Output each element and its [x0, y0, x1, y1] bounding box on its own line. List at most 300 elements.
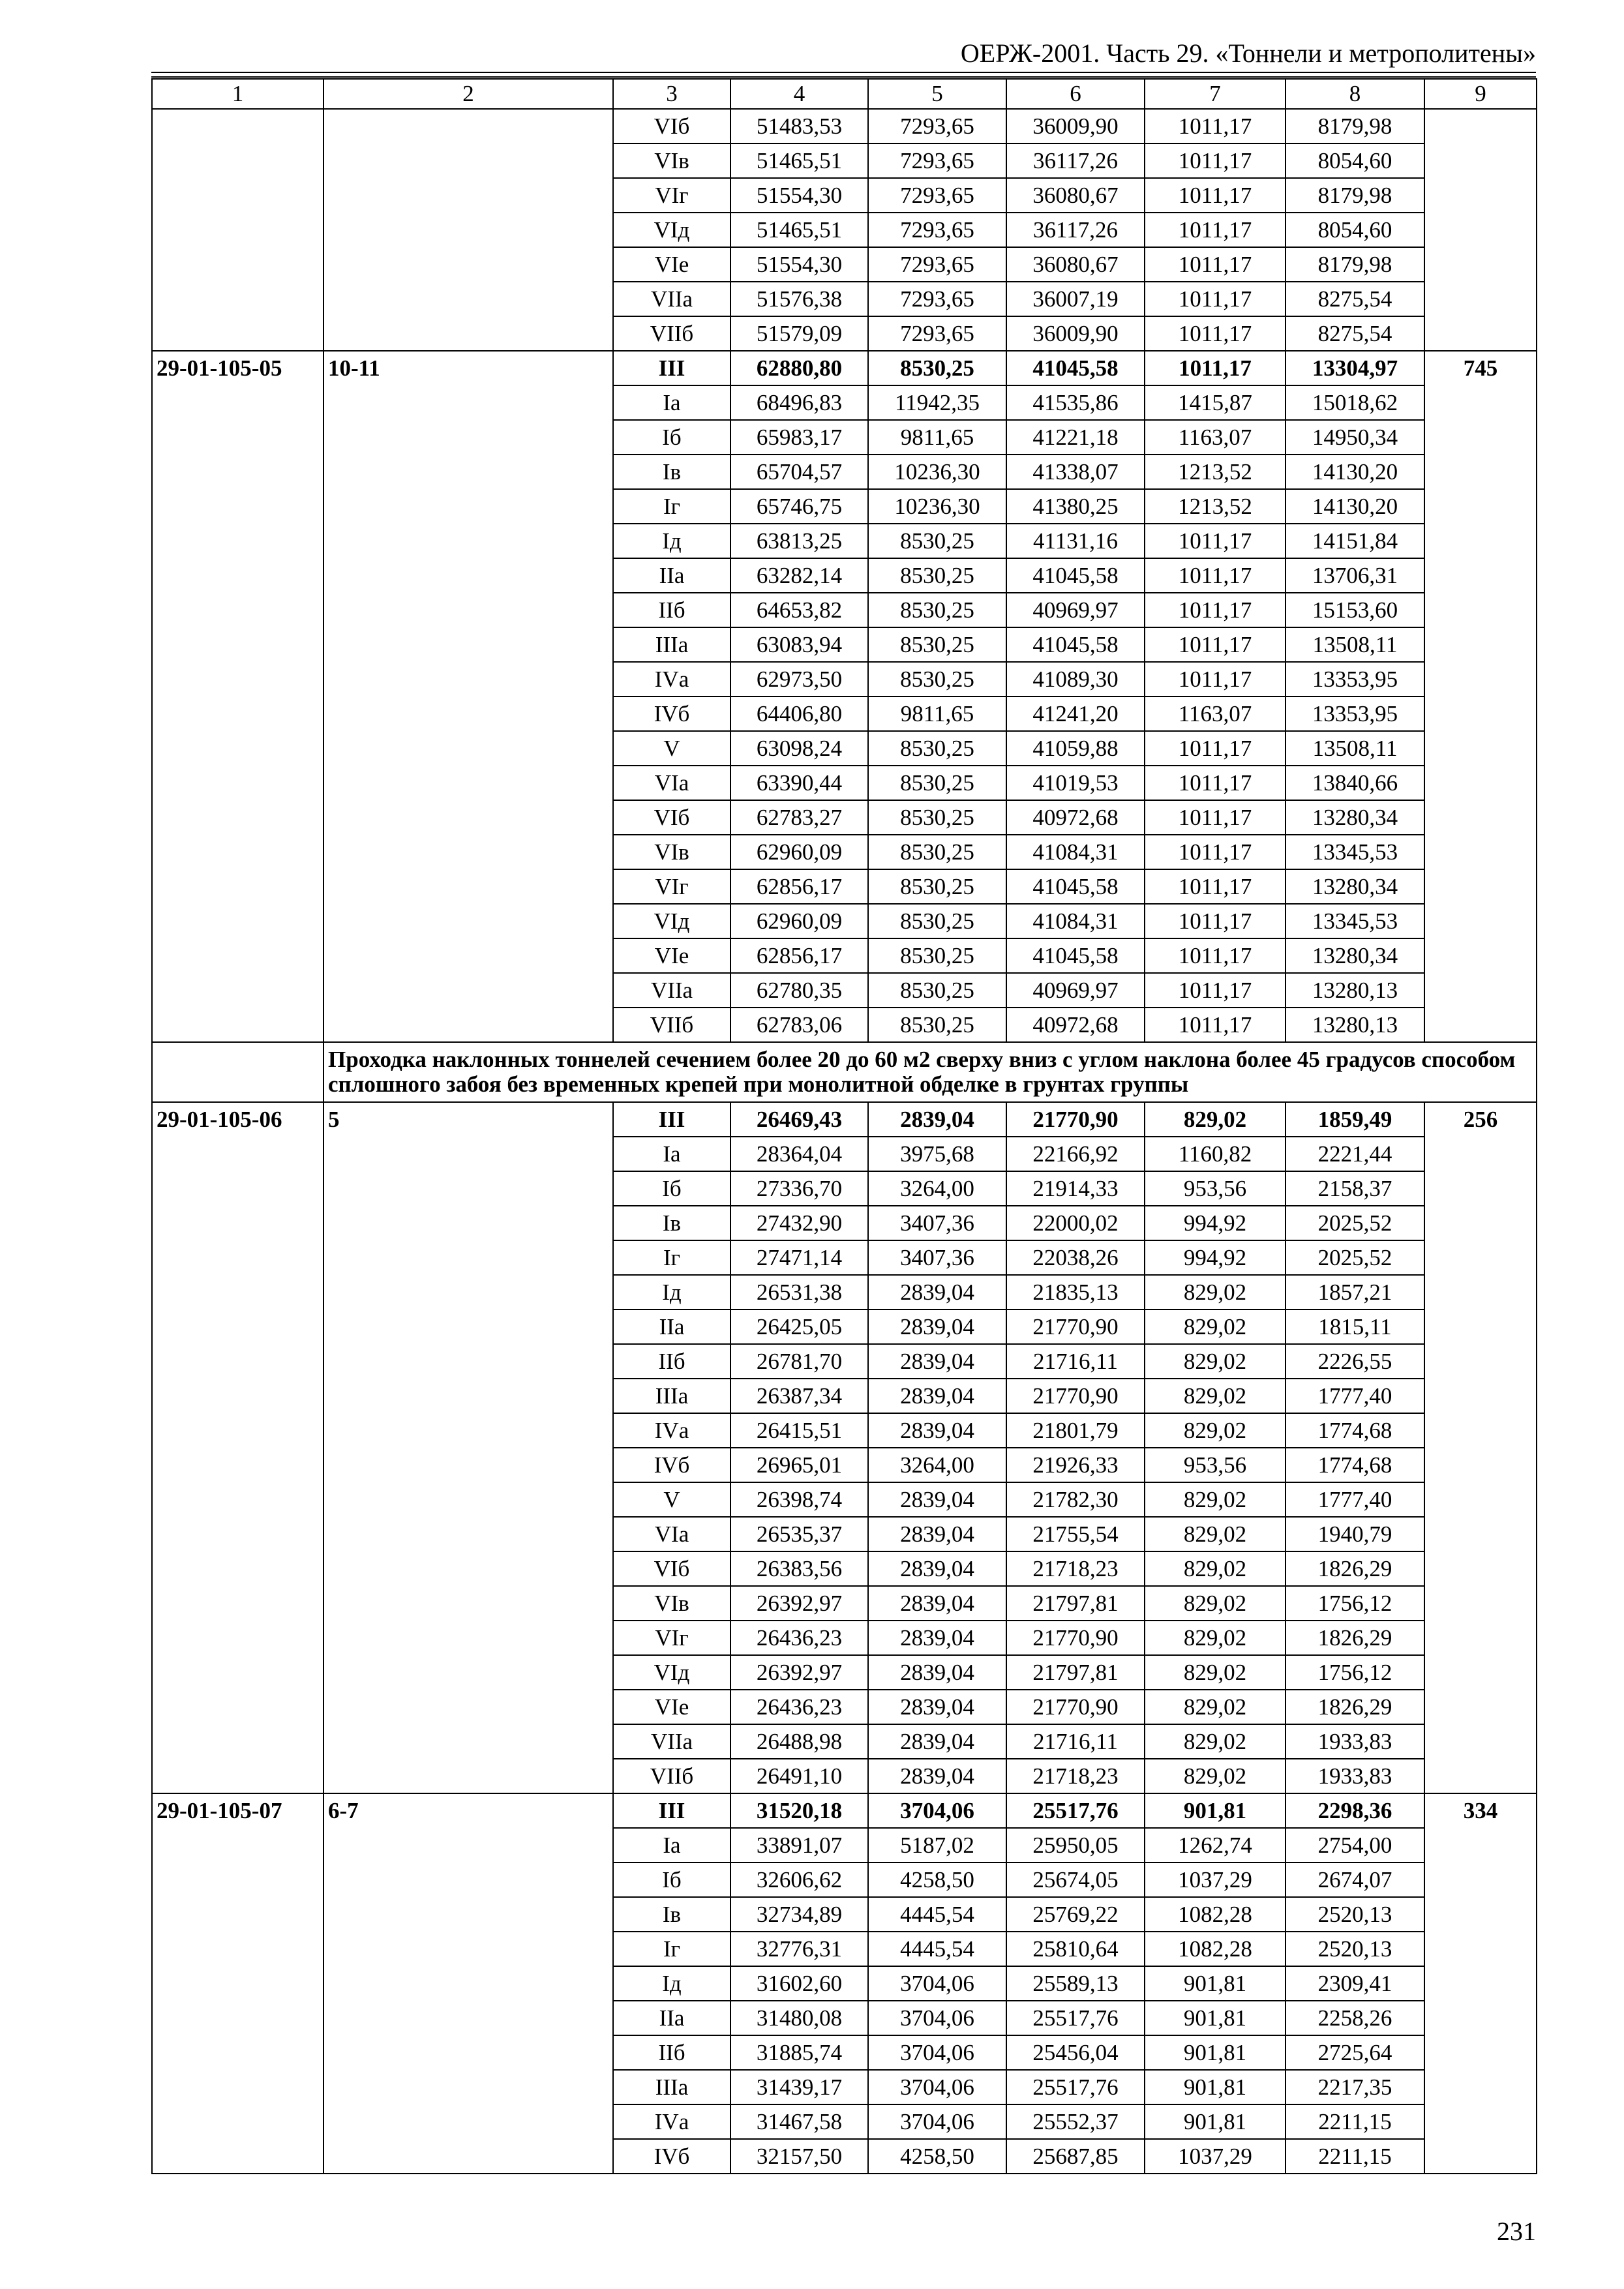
value-cell: 1815,11 — [1286, 1309, 1424, 1344]
value-cell: 901,81 — [1145, 1966, 1286, 2001]
value-cell: 7293,65 — [868, 143, 1006, 178]
value-cell: 27336,70 — [730, 1171, 868, 1206]
soil-group: Iг — [613, 1240, 730, 1275]
header-rule — [151, 72, 1536, 73]
value-cell: 2298,36 — [1286, 1793, 1424, 1828]
value-cell: 14130,20 — [1286, 489, 1424, 524]
value-cell: 7293,65 — [868, 282, 1006, 316]
value-cell: 1163,07 — [1145, 420, 1286, 455]
value-cell: 26781,70 — [730, 1344, 868, 1379]
table-row — [152, 1102, 1537, 1137]
value-cell: 21770,90 — [1006, 1102, 1145, 1137]
value-cell: 21770,90 — [1006, 1690, 1145, 1724]
value-cell: 1011,17 — [1145, 109, 1286, 143]
total-cell: 334 — [1424, 1793, 1537, 2174]
column-number: 4 — [730, 79, 868, 109]
value-cell: 1037,29 — [1145, 1863, 1286, 1897]
value-cell: 829,02 — [1145, 1621, 1286, 1655]
section-spacer — [152, 1042, 323, 1102]
value-cell: 21770,90 — [1006, 1379, 1145, 1413]
value-cell: 64406,80 — [730, 696, 868, 731]
soil-group: VIб — [613, 109, 730, 143]
column-number: 7 — [1145, 79, 1286, 109]
value-cell: 63282,14 — [730, 558, 868, 593]
value-cell: 1933,83 — [1286, 1724, 1424, 1759]
soil-group: IIIа — [613, 1379, 730, 1413]
soil-group: VIIб — [613, 1759, 730, 1793]
value-cell: 26415,51 — [730, 1413, 868, 1448]
value-cell: 901,81 — [1145, 2001, 1286, 2035]
value-cell: 26531,38 — [730, 1275, 868, 1309]
value-cell: 2217,35 — [1286, 2070, 1424, 2104]
value-cell: 2221,44 — [1286, 1137, 1424, 1171]
value-cell: 13280,13 — [1286, 1008, 1424, 1042]
value-cell: 40972,68 — [1006, 800, 1145, 835]
value-cell: 829,02 — [1145, 1102, 1286, 1137]
value-cell: 1213,52 — [1145, 489, 1286, 524]
value-cell: 994,92 — [1145, 1240, 1286, 1275]
value-cell: 2309,41 — [1286, 1966, 1424, 2001]
value-cell: 2674,07 — [1286, 1863, 1424, 1897]
value-cell: 1011,17 — [1145, 524, 1286, 558]
value-cell: 13353,95 — [1286, 662, 1424, 696]
soil-group: VIIб — [613, 316, 730, 351]
value-cell: 15018,62 — [1286, 385, 1424, 420]
value-cell: 7293,65 — [868, 247, 1006, 282]
value-cell: 829,02 — [1145, 1344, 1286, 1379]
value-cell: 13304,97 — [1286, 351, 1424, 385]
value-cell: 41045,58 — [1006, 627, 1145, 662]
value-cell: 8530,25 — [868, 835, 1006, 869]
value-cell: 41059,88 — [1006, 731, 1145, 766]
value-cell: 62973,50 — [730, 662, 868, 696]
value-cell: 8275,54 — [1286, 316, 1424, 351]
soil-group: Iа — [613, 1137, 730, 1171]
value-cell: 5187,02 — [868, 1828, 1006, 1863]
value-cell: 41045,58 — [1006, 558, 1145, 593]
value-cell: 1857,21 — [1286, 1275, 1424, 1309]
value-cell: 829,02 — [1145, 1309, 1286, 1344]
column-number: 6 — [1006, 79, 1145, 109]
value-cell: 2839,04 — [868, 1413, 1006, 1448]
value-cell: 1160,82 — [1145, 1137, 1286, 1171]
soil-group: Iа — [613, 385, 730, 420]
value-cell: 3704,06 — [868, 2104, 1006, 2139]
value-cell: 25517,76 — [1006, 1793, 1145, 1828]
value-cell: 9811,65 — [868, 696, 1006, 731]
value-cell: 13508,11 — [1286, 731, 1424, 766]
value-cell: 2839,04 — [868, 1379, 1006, 1413]
value-cell: 25456,04 — [1006, 2035, 1145, 2070]
rate-code: 29-01-105-07 — [152, 1793, 323, 2174]
value-cell: 3264,00 — [868, 1448, 1006, 1482]
value-cell: 1415,87 — [1145, 385, 1286, 420]
value-cell: 65746,75 — [730, 489, 868, 524]
column-number: 8 — [1286, 79, 1424, 109]
value-cell: 31885,74 — [730, 2035, 868, 2070]
value-cell: 36117,26 — [1006, 143, 1145, 178]
value-cell: 8530,25 — [868, 800, 1006, 835]
value-cell: 22038,26 — [1006, 1240, 1145, 1275]
value-cell: 41045,58 — [1006, 351, 1145, 385]
value-cell: 21797,81 — [1006, 1586, 1145, 1621]
header-rule-2 — [151, 76, 1536, 78]
value-cell: 32606,62 — [730, 1863, 868, 1897]
value-cell: 25552,37 — [1006, 2104, 1145, 2139]
table-row — [152, 351, 1537, 385]
value-cell: 8054,60 — [1286, 213, 1424, 247]
value-cell: 2725,64 — [1286, 2035, 1424, 2070]
value-cell: 36080,67 — [1006, 247, 1145, 282]
value-cell: 25950,05 — [1006, 1828, 1145, 1863]
value-cell: 829,02 — [1145, 1413, 1286, 1448]
value-cell: 829,02 — [1145, 1379, 1286, 1413]
value-cell: 32776,31 — [730, 1932, 868, 1966]
soil-group: VIб — [613, 800, 730, 835]
value-cell: 25674,05 — [1006, 1863, 1145, 1897]
value-cell: 62783,06 — [730, 1008, 868, 1042]
value-cell: 25810,64 — [1006, 1932, 1145, 1966]
value-cell: 1011,17 — [1145, 627, 1286, 662]
value-cell: 1011,17 — [1145, 835, 1286, 869]
table-row — [152, 109, 1537, 143]
value-cell: 15153,60 — [1286, 593, 1424, 627]
value-cell: 13508,11 — [1286, 627, 1424, 662]
value-cell: 51465,51 — [730, 143, 868, 178]
value-cell: 10236,30 — [868, 455, 1006, 489]
value-cell: 62856,17 — [730, 869, 868, 904]
value-cell: 8530,25 — [868, 973, 1006, 1008]
value-cell: 2754,00 — [1286, 1828, 1424, 1863]
value-cell: 2839,04 — [868, 1655, 1006, 1690]
value-cell: 1011,17 — [1145, 662, 1286, 696]
soil-group: VIд — [613, 1655, 730, 1690]
value-cell: 41084,31 — [1006, 904, 1145, 938]
value-cell: 21914,33 — [1006, 1171, 1145, 1206]
running-header: ОЕРЖ-2001. Часть 29. «Тоннели и метрополитены» — [960, 38, 1536, 68]
value-cell: 36009,90 — [1006, 316, 1145, 351]
value-cell: 1082,28 — [1145, 1932, 1286, 1966]
value-cell: 13706,31 — [1286, 558, 1424, 593]
value-cell: 1011,17 — [1145, 213, 1286, 247]
soil-group: IIа — [613, 558, 730, 593]
value-cell: 994,92 — [1145, 1206, 1286, 1240]
value-cell: 21835,13 — [1006, 1275, 1145, 1309]
value-cell: 21716,11 — [1006, 1724, 1145, 1759]
soil-group: Iг — [613, 1932, 730, 1966]
value-cell: 8530,25 — [868, 351, 1006, 385]
value-cell: 1037,29 — [1145, 2139, 1286, 2174]
soil-group: VIд — [613, 904, 730, 938]
value-cell: 2839,04 — [868, 1275, 1006, 1309]
value-cell: 2839,04 — [868, 1724, 1006, 1759]
value-cell: 14130,20 — [1286, 455, 1424, 489]
value-cell: 14950,34 — [1286, 420, 1424, 455]
value-cell: 829,02 — [1145, 1724, 1286, 1759]
value-cell: 31467,58 — [730, 2104, 868, 2139]
category-range — [323, 109, 613, 351]
value-cell: 32734,89 — [730, 1897, 868, 1932]
value-cell: 3704,06 — [868, 2070, 1006, 2104]
value-cell: 13280,34 — [1286, 800, 1424, 835]
value-cell: 4258,50 — [868, 1863, 1006, 1897]
value-cell: 21718,23 — [1006, 1551, 1145, 1586]
value-cell: 1826,29 — [1286, 1551, 1424, 1586]
value-cell: 1011,17 — [1145, 316, 1286, 351]
value-cell: 26436,23 — [730, 1690, 868, 1724]
value-cell: 7293,65 — [868, 178, 1006, 213]
value-cell: 1777,40 — [1286, 1379, 1424, 1413]
value-cell: 13280,13 — [1286, 973, 1424, 1008]
soil-group: VIIа — [613, 1724, 730, 1759]
value-cell: 26535,37 — [730, 1517, 868, 1551]
value-cell: 8530,25 — [868, 558, 1006, 593]
value-cell: 14151,84 — [1286, 524, 1424, 558]
value-cell: 41338,07 — [1006, 455, 1145, 489]
value-cell: 8530,25 — [868, 593, 1006, 627]
value-cell: 2211,15 — [1286, 2104, 1424, 2139]
value-cell: 3704,06 — [868, 1966, 1006, 2001]
value-cell: 21797,81 — [1006, 1655, 1145, 1690]
soil-group: VIг — [613, 1621, 730, 1655]
soil-group: Iв — [613, 1897, 730, 1932]
soil-group: Iд — [613, 524, 730, 558]
value-cell: 2839,04 — [868, 1102, 1006, 1137]
value-cell: 2839,04 — [868, 1759, 1006, 1793]
value-cell: 8530,25 — [868, 524, 1006, 558]
soil-group: Iд — [613, 1275, 730, 1309]
soil-group: Iв — [613, 455, 730, 489]
value-cell: 13353,95 — [1286, 696, 1424, 731]
soil-group: VIг — [613, 869, 730, 904]
value-cell: 26398,74 — [730, 1482, 868, 1517]
value-cell: 1011,17 — [1145, 904, 1286, 938]
value-cell: 21718,23 — [1006, 1759, 1145, 1793]
value-cell: 21716,11 — [1006, 1344, 1145, 1379]
value-cell: 41535,86 — [1006, 385, 1145, 420]
rate-code: 29-01-105-06 — [152, 1102, 323, 1793]
value-cell: 13280,34 — [1286, 938, 1424, 973]
value-cell: 21755,54 — [1006, 1517, 1145, 1551]
rate-code — [152, 109, 323, 351]
column-number: 9 — [1424, 79, 1537, 109]
value-cell: 51465,51 — [730, 213, 868, 247]
value-cell: 41221,18 — [1006, 420, 1145, 455]
value-cell: 7293,65 — [868, 109, 1006, 143]
value-cell: 41089,30 — [1006, 662, 1145, 696]
value-cell: 27471,14 — [730, 1240, 868, 1275]
value-cell: 62783,27 — [730, 800, 868, 835]
value-cell: 1011,17 — [1145, 282, 1286, 316]
value-cell: 63390,44 — [730, 766, 868, 800]
value-cell: 51579,09 — [730, 316, 868, 351]
value-cell: 1859,49 — [1286, 1102, 1424, 1137]
value-cell: 2839,04 — [868, 1586, 1006, 1621]
value-cell: 21926,33 — [1006, 1448, 1145, 1482]
value-cell: 26491,10 — [730, 1759, 868, 1793]
value-cell: 8530,25 — [868, 869, 1006, 904]
value-cell: 22166,92 — [1006, 1137, 1145, 1171]
soil-group: Iб — [613, 1863, 730, 1897]
category-range: 6-7 — [323, 1793, 613, 2174]
value-cell: 13280,34 — [1286, 869, 1424, 904]
value-cell: 2839,04 — [868, 1344, 1006, 1379]
value-cell: 3975,68 — [868, 1137, 1006, 1171]
value-cell: 1777,40 — [1286, 1482, 1424, 1517]
table-row — [152, 1793, 1537, 1828]
value-cell: 7293,65 — [868, 316, 1006, 351]
value-cell: 829,02 — [1145, 1586, 1286, 1621]
value-cell: 32157,50 — [730, 2139, 868, 2174]
value-cell: 41019,53 — [1006, 766, 1145, 800]
value-cell: 1011,17 — [1145, 558, 1286, 593]
value-cell: 51483,53 — [730, 109, 868, 143]
value-cell: 25769,22 — [1006, 1897, 1145, 1932]
value-cell: 51554,30 — [730, 178, 868, 213]
value-cell: 51576,38 — [730, 282, 868, 316]
value-cell: 1774,68 — [1286, 1413, 1424, 1448]
soil-group: Iб — [613, 420, 730, 455]
soil-group: Iб — [613, 1171, 730, 1206]
value-cell: 829,02 — [1145, 1482, 1286, 1517]
soil-group: VIIб — [613, 1008, 730, 1042]
value-cell: 36080,67 — [1006, 178, 1145, 213]
value-cell: 1011,17 — [1145, 869, 1286, 904]
value-cell: 21801,79 — [1006, 1413, 1145, 1448]
value-cell: 1011,17 — [1145, 800, 1286, 835]
value-cell: 25687,85 — [1006, 2139, 1145, 2174]
value-cell: 8179,98 — [1286, 247, 1424, 282]
value-cell: 28364,04 — [730, 1137, 868, 1171]
value-cell: 26383,56 — [730, 1551, 868, 1586]
value-cell: 68496,83 — [730, 385, 868, 420]
soil-group: IVа — [613, 2104, 730, 2139]
soil-group: IIа — [613, 2001, 730, 2035]
value-cell: 36007,19 — [1006, 282, 1145, 316]
soil-group: VIг — [613, 178, 730, 213]
value-cell: 7293,65 — [868, 213, 1006, 247]
soil-group: IVб — [613, 1448, 730, 1482]
value-cell: 4445,54 — [868, 1897, 1006, 1932]
value-cell: 2839,04 — [868, 1621, 1006, 1655]
soil-group: VIа — [613, 766, 730, 800]
column-number: 2 — [323, 79, 613, 109]
value-cell: 2158,37 — [1286, 1171, 1424, 1206]
category-range: 10-11 — [323, 351, 613, 1042]
soil-group: IIб — [613, 1344, 730, 1379]
value-cell: 2025,52 — [1286, 1240, 1424, 1275]
value-cell: 2211,15 — [1286, 2139, 1424, 2174]
value-cell: 1163,07 — [1145, 696, 1286, 731]
value-cell: 8179,98 — [1286, 178, 1424, 213]
soil-group: Iв — [613, 1206, 730, 1240]
value-cell: 1774,68 — [1286, 1448, 1424, 1482]
value-cell: 1213,52 — [1145, 455, 1286, 489]
soil-group: IIб — [613, 2035, 730, 2070]
value-cell: 11942,35 — [868, 385, 1006, 420]
rate-code: 29-01-105-05 — [152, 351, 323, 1042]
value-cell: 953,56 — [1145, 1448, 1286, 1482]
soil-group: IVа — [613, 662, 730, 696]
value-cell: 1082,28 — [1145, 1897, 1286, 1932]
value-cell: 829,02 — [1145, 1759, 1286, 1793]
value-cell: 2839,04 — [868, 1690, 1006, 1724]
value-cell: 3704,06 — [868, 1793, 1006, 1828]
soil-group: VIб — [613, 1551, 730, 1586]
value-cell: 25517,76 — [1006, 2070, 1145, 2104]
value-cell: 1011,17 — [1145, 973, 1286, 1008]
value-cell: 8530,25 — [868, 766, 1006, 800]
value-cell: 829,02 — [1145, 1275, 1286, 1309]
value-cell: 4445,54 — [868, 1932, 1006, 1966]
value-cell: 1011,17 — [1145, 143, 1286, 178]
soil-group: VIе — [613, 1690, 730, 1724]
value-cell: 3264,00 — [868, 1171, 1006, 1206]
soil-group: IIб — [613, 593, 730, 627]
value-cell: 25589,13 — [1006, 1966, 1145, 2001]
value-cell: 829,02 — [1145, 1655, 1286, 1690]
value-cell: 26392,97 — [730, 1586, 868, 1621]
value-cell: 51554,30 — [730, 247, 868, 282]
value-cell: 1756,12 — [1286, 1586, 1424, 1621]
section-title: Проходка наклонных тоннелей сечением более 20 до 60 м2 сверху вниз с углом наклона более 45 градусов способом сплошного забоя без временных крепей при монолитной обделке в грунтах группы — [323, 1042, 1537, 1102]
value-cell: 1826,29 — [1286, 1690, 1424, 1724]
value-cell: 25517,76 — [1006, 2001, 1145, 2035]
value-cell: 31520,18 — [730, 1793, 868, 1828]
column-number: 1 — [152, 79, 323, 109]
soil-group: III — [613, 351, 730, 385]
value-cell: 1262,74 — [1145, 1828, 1286, 1863]
value-cell: 8054,60 — [1286, 143, 1424, 178]
value-cell: 26436,23 — [730, 1621, 868, 1655]
value-cell: 8179,98 — [1286, 109, 1424, 143]
value-cell: 41241,20 — [1006, 696, 1145, 731]
soil-group: Iг — [613, 489, 730, 524]
soil-group: VIIа — [613, 282, 730, 316]
value-cell: 26469,43 — [730, 1102, 868, 1137]
value-cell: 901,81 — [1145, 2070, 1286, 2104]
value-cell: 1826,29 — [1286, 1621, 1424, 1655]
value-cell: 22000,02 — [1006, 1206, 1145, 1240]
value-cell: 26488,98 — [730, 1724, 868, 1759]
value-cell: 63098,24 — [730, 731, 868, 766]
value-cell: 1933,83 — [1286, 1759, 1424, 1793]
value-cell: 2839,04 — [868, 1482, 1006, 1517]
value-cell: 8530,25 — [868, 938, 1006, 973]
value-cell: 1011,17 — [1145, 178, 1286, 213]
value-cell: 3407,36 — [868, 1206, 1006, 1240]
column-number: 3 — [613, 79, 730, 109]
soil-group: IIIа — [613, 2070, 730, 2104]
soil-group: VIд — [613, 213, 730, 247]
value-cell: 9811,65 — [868, 420, 1006, 455]
value-cell: 26392,97 — [730, 1655, 868, 1690]
value-cell: 21770,90 — [1006, 1309, 1145, 1344]
value-cell: 62880,80 — [730, 351, 868, 385]
value-cell: 1011,17 — [1145, 351, 1286, 385]
value-cell: 8530,25 — [868, 627, 1006, 662]
value-cell: 3407,36 — [868, 1240, 1006, 1275]
value-cell: 62780,35 — [730, 973, 868, 1008]
value-cell: 63083,94 — [730, 627, 868, 662]
value-cell: 1011,17 — [1145, 731, 1286, 766]
value-cell: 1756,12 — [1286, 1655, 1424, 1690]
soil-group: III — [613, 1102, 730, 1137]
value-cell: 41045,58 — [1006, 869, 1145, 904]
value-cell: 41380,25 — [1006, 489, 1145, 524]
soil-group: V — [613, 731, 730, 766]
value-cell: 829,02 — [1145, 1690, 1286, 1724]
